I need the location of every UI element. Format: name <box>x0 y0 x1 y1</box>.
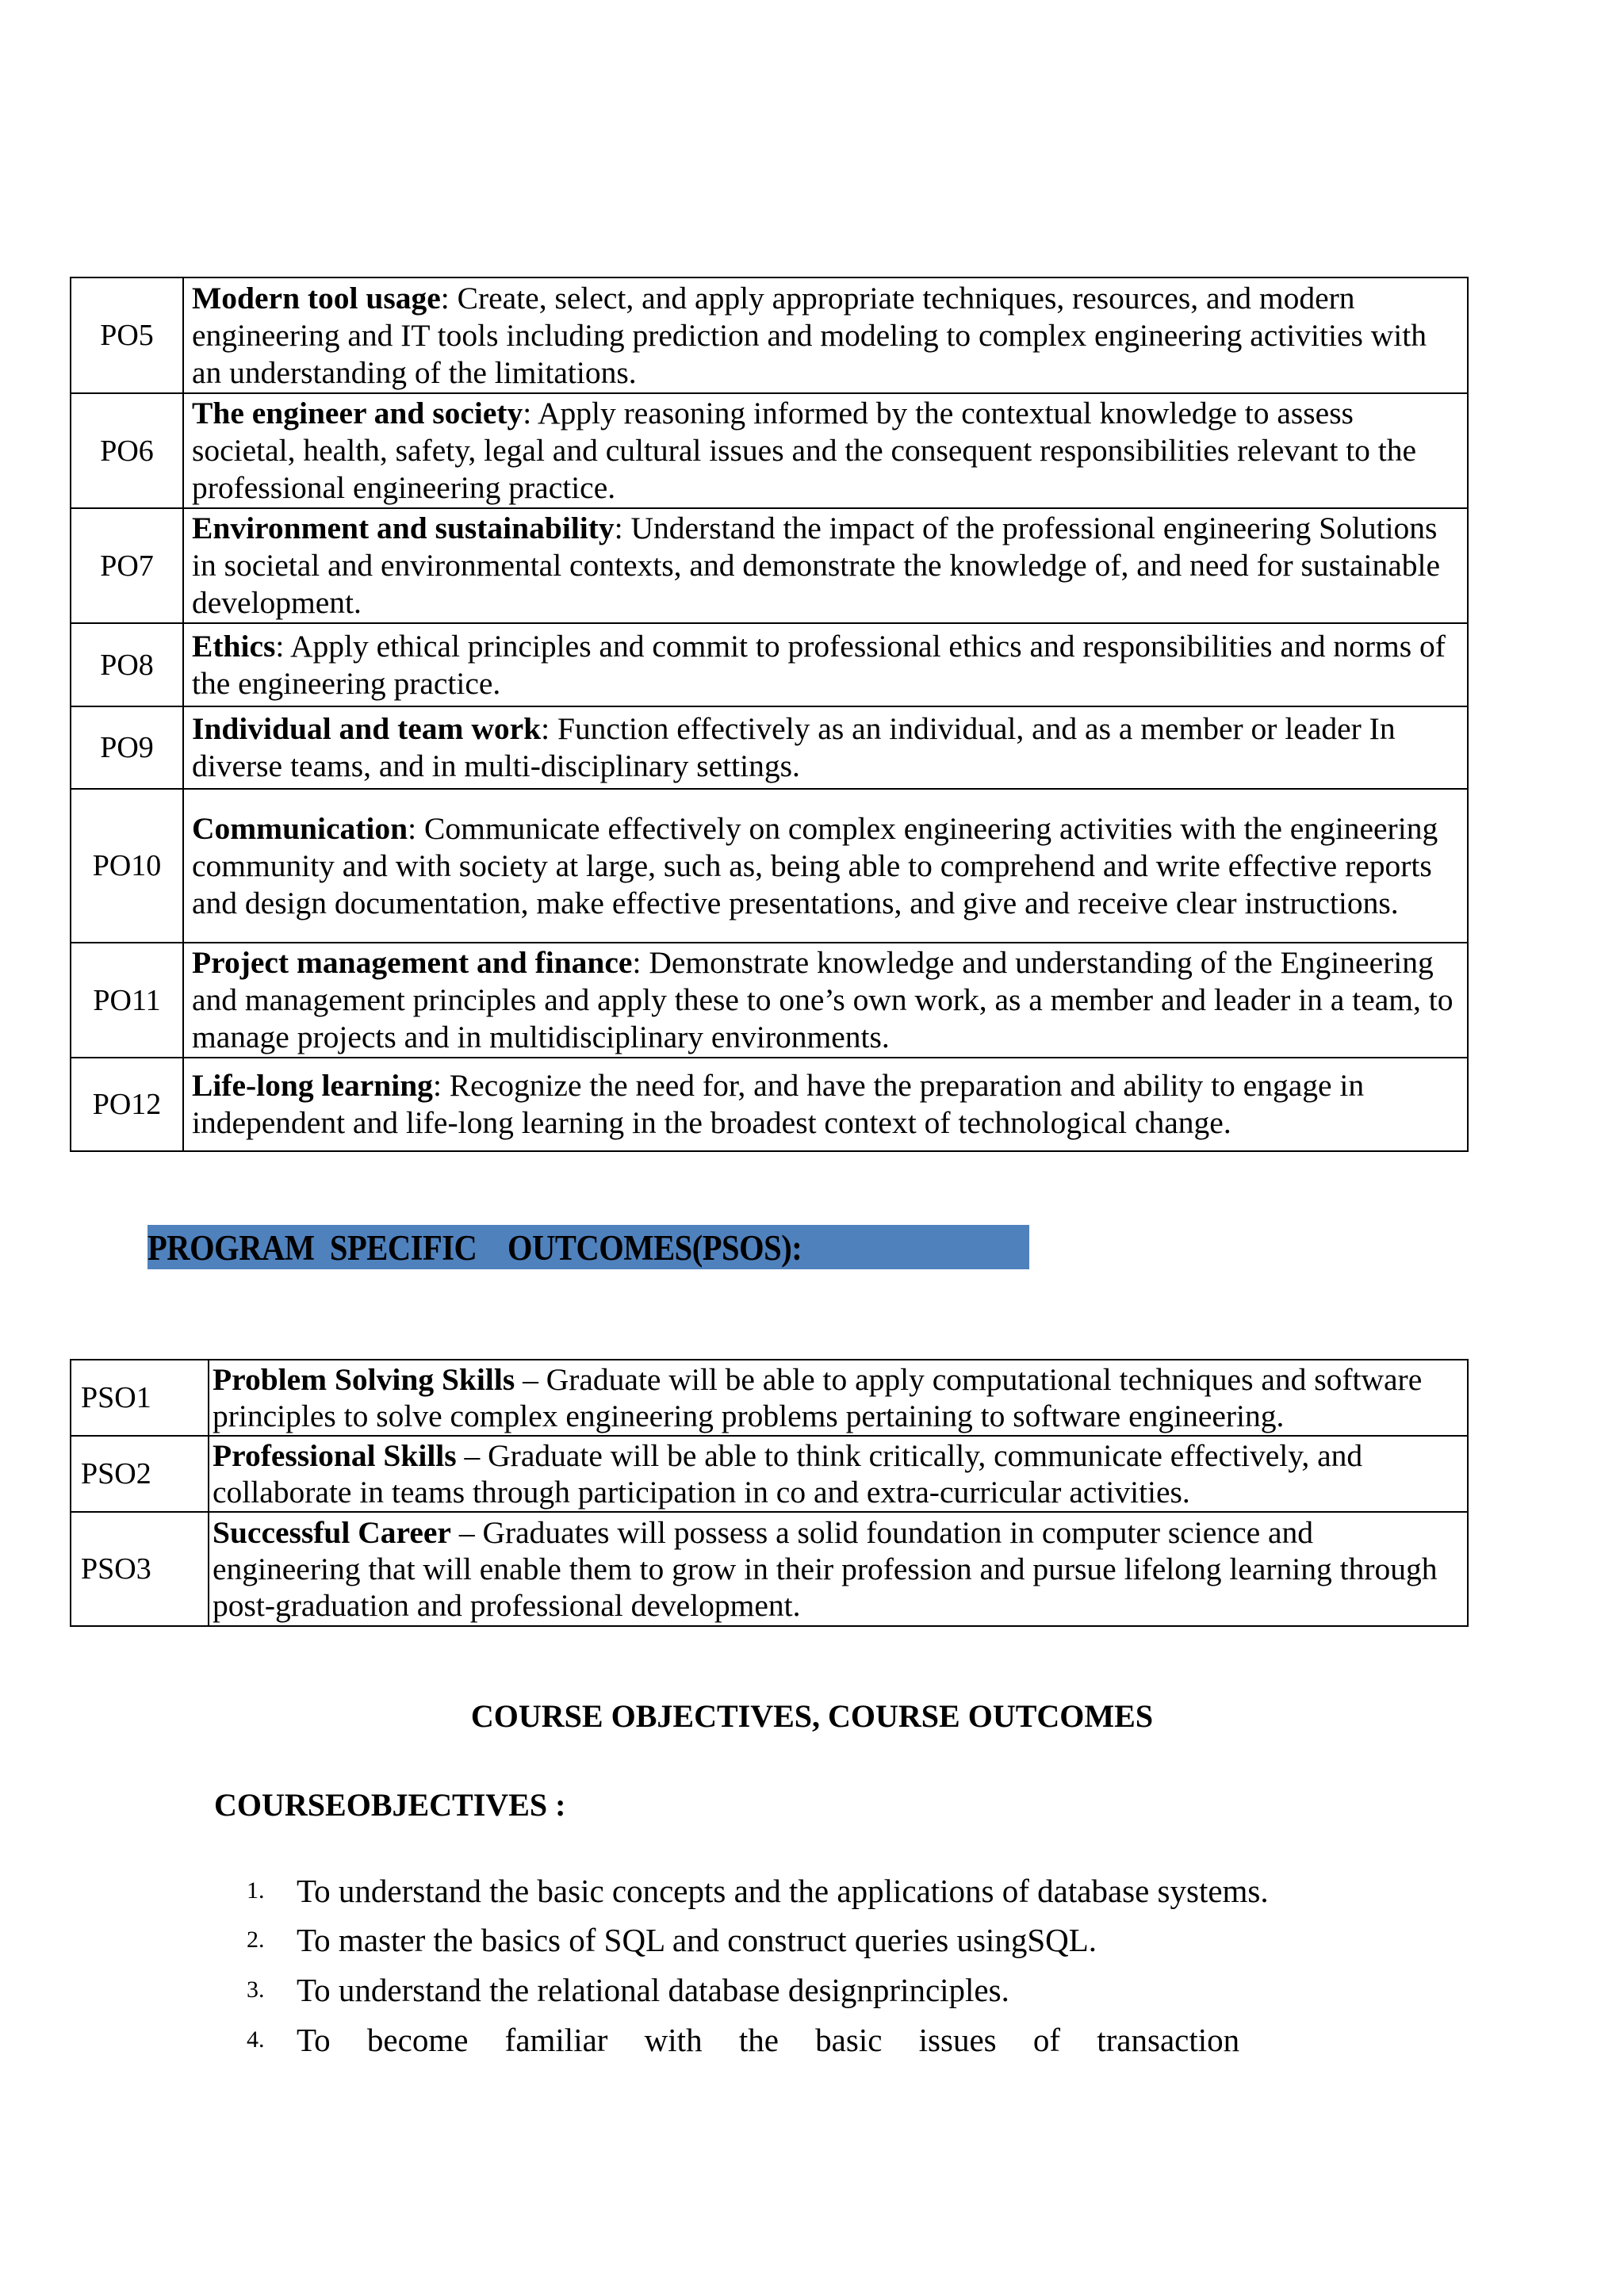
pso-code: PSO1 <box>71 1360 209 1436</box>
table-row <box>71 943 1468 1058</box>
pso-code: PSO2 <box>71 1436 209 1512</box>
list-number: 1. <box>247 1877 265 1904</box>
po-title: Modern tool usage <box>192 280 441 316</box>
po-title: The engineer and society <box>192 396 523 430</box>
table-row <box>71 623 1468 706</box>
pso-text: – Graduate will be able to think critically, communicate effectively, and collaborate in teams through participation in co and extra-curricular activities. <box>213 1438 1363 1510</box>
list-number: 3. <box>247 1976 265 2003</box>
list-text: To become familiar with the basic issues of transaction <box>297 2022 1240 2058</box>
list-text: To understand the relational database designprinciples. <box>297 1972 1009 2008</box>
po-title: Environment and sustainability <box>192 511 615 545</box>
po-title: Life-long learning <box>192 1068 433 1103</box>
pso-description <box>209 1436 1468 1512</box>
pso-code: PSO3 <box>71 1512 209 1626</box>
po-text: : Communicate effectively on complex engineering activities with the engineering community and with society at large, such as, being able to comprehend and write effective reports and design documentation, make effective presentations, and give and receive clear instructions. <box>192 810 1438 920</box>
table-row <box>71 1360 1468 1436</box>
po-code: PO12 <box>71 1058 183 1151</box>
po-text: : Apply ethical principles and commit to professional ethics and responsibilities and norms of the engineering practice. <box>192 628 1446 701</box>
pso-heading: PROGRAM SPECIFIC OUTCOMES(PSOS): <box>147 1228 802 1268</box>
po-code: PO7 <box>71 508 183 623</box>
po-description <box>183 789 1468 943</box>
po-code: PO6 <box>71 393 183 508</box>
po-code: PO8 <box>71 623 183 706</box>
table-row <box>71 1058 1468 1151</box>
pso-title: Successful Career <box>213 1515 451 1550</box>
table-row <box>71 1512 1468 1626</box>
pso-description <box>209 1512 1468 1626</box>
table-row <box>71 393 1468 508</box>
po-text: : Demonstrate knowledge and understanding of the Engineering and management principles and apply these to one’s own work, as a member and leader in a team, to manage projects and in multidisciplinary environments. <box>192 945 1454 1054</box>
list-text: To understand the basic concepts and the applications of database systems. <box>297 1873 1269 1909</box>
table-row <box>71 508 1468 623</box>
po-description <box>183 623 1468 706</box>
po-description <box>183 943 1468 1058</box>
course-heading: COURSE OBJECTIVES, COURSE OUTCOMES <box>470 1698 1154 1734</box>
table-row <box>71 277 1468 393</box>
table-row <box>71 706 1468 789</box>
table-row <box>71 789 1468 943</box>
pso-description <box>209 1360 1468 1436</box>
pso-text: – Graduates will possess a solid foundation in computer science and engineering that will enable them to grow in their profession and pursue lifelong learning through post-graduation and professional development. <box>213 1515 1438 1623</box>
list-text: To master the basics of SQL and construct queries usingSQL. <box>297 1922 1097 1958</box>
program-outcomes-table <box>70 277 1469 1152</box>
po-description <box>183 508 1468 623</box>
po-description <box>183 706 1468 789</box>
po-title: Individual and team work <box>192 711 542 746</box>
po-text: : Understand the impact of the professional engineering Solutions in societal and environmental contexts, and demonstrate the knowledge of, and need for sustainable development. <box>192 511 1441 620</box>
pso-heading-banner <box>147 1225 1029 1269</box>
po-description <box>183 1058 1468 1151</box>
po-text: : Recognize the need for, and have the preparation and ability to engage in independent and life-long learning in the broadest context of technological change. <box>192 1068 1365 1140</box>
pso-title: Problem Solving Skills <box>213 1362 515 1397</box>
list-number: 2. <box>247 1927 265 1953</box>
po-description <box>183 277 1468 393</box>
program-specific-outcomes-table <box>70 1359 1469 1627</box>
list-number: 4. <box>247 2026 265 2053</box>
objectives-heading: COURSEOBJECTIVES : <box>214 1787 566 1823</box>
table-row <box>71 1436 1468 1512</box>
po-description <box>183 393 1468 508</box>
po-text: : Function effectively as an individual, and as a member or leader In diverse teams, and in multi-disciplinary settings. <box>192 711 1396 783</box>
po-code: PO10 <box>71 789 183 943</box>
po-title: Communication <box>192 810 408 846</box>
po-code: PO9 <box>71 706 183 789</box>
pso-text: – Graduate will be able to apply computational techniques and software principles to solve complex engineering problems pertaining to software engineering. <box>213 1362 1423 1433</box>
po-code: PO11 <box>71 943 183 1058</box>
pso-title: Professional Skills <box>213 1438 457 1473</box>
po-code: PO5 <box>71 277 183 393</box>
po-text: : Create, select, and apply appropriate techniques, resources, and modern engineering and IT tools including prediction and modeling to complex engineering activities with an understanding of the limitations. <box>192 280 1427 390</box>
po-text: : Apply reasoning informed by the contextual knowledge to assess societal, health, safety, legal and cultural issues and the consequent responsibilities relevant to the professional engineering practice. <box>192 396 1417 505</box>
po-title: Ethics <box>192 628 276 664</box>
po-title: Project management and finance <box>192 945 633 980</box>
